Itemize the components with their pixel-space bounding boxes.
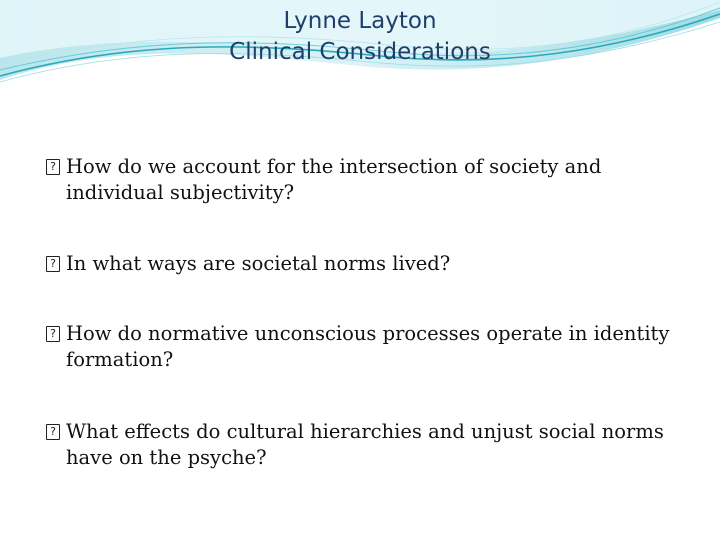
bullet-text: In what ways are societal norms lived? bbox=[66, 252, 451, 275]
bullet-marker-icon bbox=[46, 424, 60, 440]
bullet-item bbox=[44, 419, 684, 471]
bullet-marker-icon bbox=[46, 159, 60, 175]
bullet-item bbox=[44, 154, 684, 206]
bullet-item bbox=[44, 321, 684, 373]
bullet-marker-icon bbox=[46, 256, 60, 272]
bullet-text: How do we account for the intersection of society and individual subjectivity? bbox=[66, 155, 602, 204]
bullet-item bbox=[44, 251, 450, 277]
bullet-marker-icon bbox=[46, 326, 60, 342]
slide-title bbox=[0, 6, 720, 68]
bullet-text: What effects do cultural hierarchies and unjust social norms have on the psyche? bbox=[66, 420, 664, 469]
title-line-subtitle: Clinical Considerations bbox=[229, 39, 491, 65]
title-line-name: Lynne Layton bbox=[283, 8, 437, 34]
bullet-text: How do normative unconscious processes operate in identity formation? bbox=[66, 322, 670, 371]
